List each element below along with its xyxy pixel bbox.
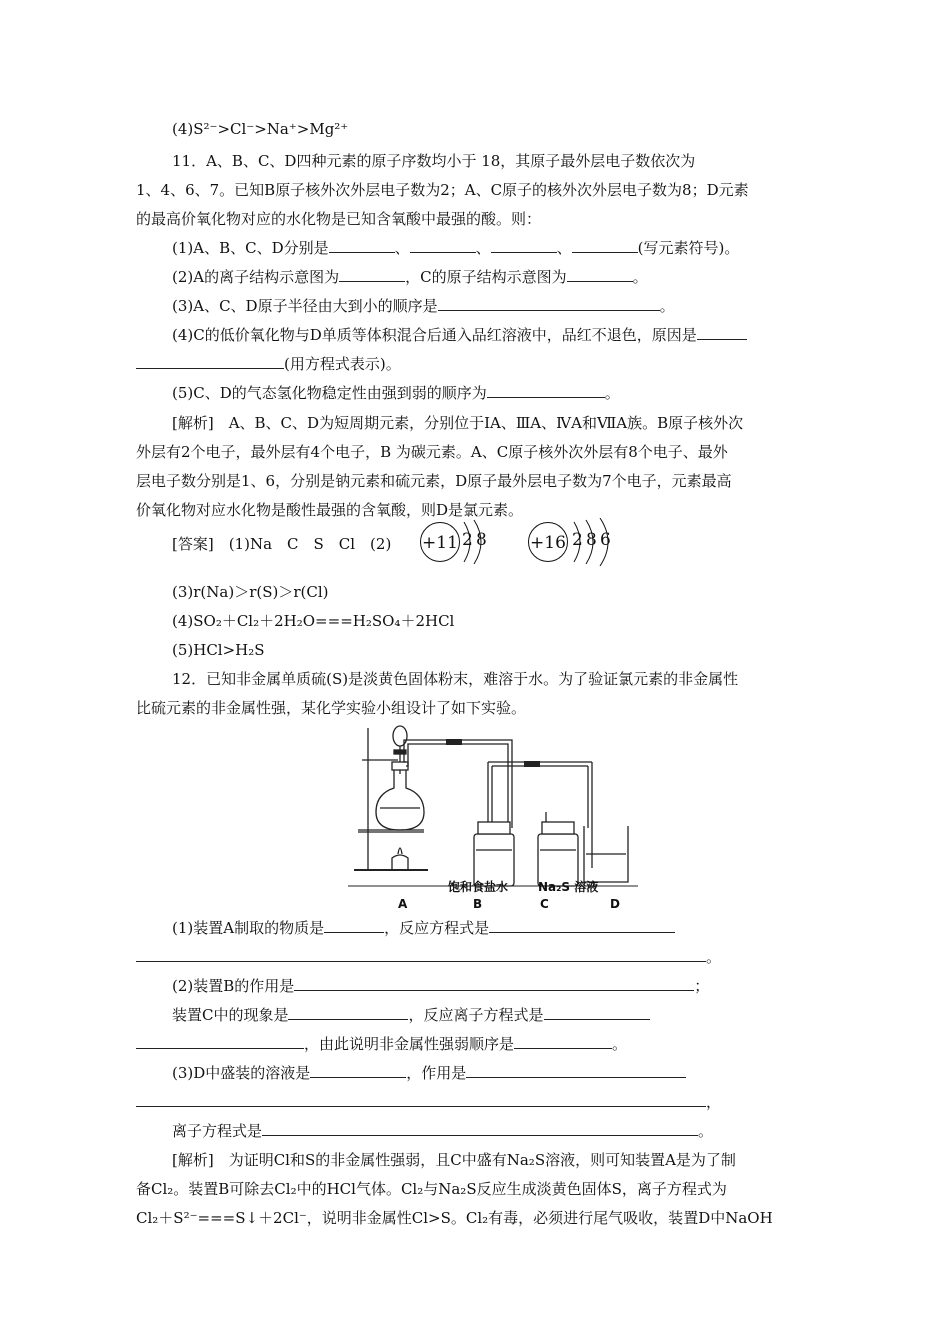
- answer-blank[interactable]: [310, 1063, 406, 1078]
- answer-blank[interactable]: [487, 383, 605, 398]
- label-b: B: [473, 897, 483, 911]
- rubber-tube-2: [524, 761, 540, 767]
- comma: ，: [706, 1093, 722, 1111]
- q11-part4-suffix: (用方程式表示)。: [284, 355, 401, 373]
- q12-part2-text3: ，由此说明非金属性强弱顺序是: [304, 1035, 515, 1053]
- q12-part1: [172, 918, 675, 938]
- q12-part3-cont: [136, 1092, 721, 1112]
- answer-blank[interactable]: [262, 1121, 698, 1136]
- q12-part2-c: [172, 1005, 650, 1025]
- q12-stem-line2: 比硫元素的非金属性强，某化学实验小组设计了如下实验。: [136, 699, 527, 717]
- q11-analysis-line1: [解析] A、B、C、D为短周期元素，分别位于ⅠA、ⅢA、ⅣA和ⅦA族。B原子核外次: [172, 414, 744, 432]
- q11-part4-text: (4)C的低价氧化物与D单质等体积混合后通入品红溶液中，品红不退色，原因是: [172, 326, 697, 344]
- answer-blank[interactable]: [572, 238, 638, 253]
- q11-part2: [172, 267, 648, 287]
- label-saturated-brine: 饱和食盐水: [448, 880, 509, 894]
- answer-blank[interactable]: [136, 1034, 304, 1049]
- q11-analysis-line3: 层电子数分别是1、6，分别是钠元素和硫元素，D原子最外层电子数为7个电子，元素最高: [136, 472, 732, 490]
- answer-blank[interactable]: [544, 1005, 650, 1020]
- s-atom-structure-diagram: [528, 518, 638, 570]
- q11-answer-4: (4)SO₂＋Cl₂＋2H₂O===H₂SO₄＋2HCl: [172, 612, 455, 630]
- answer-blank[interactable]: [324, 918, 384, 933]
- q11-part5: [172, 383, 620, 403]
- q11-part4-cont: [136, 354, 401, 374]
- label-a: A: [398, 897, 408, 911]
- q11-part1-text: (1)A、B、C、D分别是: [172, 239, 329, 257]
- q12-part1-cont: [136, 947, 721, 967]
- period: 。: [612, 1035, 628, 1053]
- label-na2s-solution: Na₂S 溶液: [538, 880, 599, 894]
- label-c: C: [540, 897, 549, 911]
- answer-blank[interactable]: [329, 238, 395, 253]
- answer-blank[interactable]: [136, 1092, 706, 1107]
- period: 。: [706, 948, 722, 966]
- q12-part3: [172, 1063, 686, 1083]
- period: 。: [604, 384, 620, 402]
- q12-part1-text: (1)装置A制取的物质是: [172, 919, 325, 937]
- q12-part3-ion-text: 离子方程式是: [172, 1122, 263, 1140]
- q12-stem-line1: 12．已知非金属单质硫(S)是淡黄色固体粉末，难溶于水。为了验证氯元素的非金属性: [172, 670, 739, 688]
- q12-part2: [172, 976, 709, 996]
- q11-part5-text: (5)C、D的气态氢化物稳定性由强到弱的顺序为: [172, 384, 487, 402]
- q12-part3-ion: [172, 1121, 713, 1141]
- answer-blank[interactable]: [697, 325, 747, 340]
- rubber-tube-1: [446, 739, 462, 745]
- separator: 、: [394, 239, 410, 257]
- alcohol-lamp: [392, 855, 408, 870]
- q11-analysis-line4: 价氧化物对应水化物是酸性最强的含氧酸，则D是氯元素。: [136, 501, 524, 519]
- s-shell-1: 2: [572, 530, 583, 550]
- q12-analysis-line1: [解析] 为证明Cl和S的非金属性强弱，且C中盛有Na₂S溶液，则可知装置A是为了制: [172, 1151, 736, 1169]
- s-shell-3: 6: [600, 530, 611, 550]
- q11-answer-5: (5)HCl>H₂S: [172, 641, 265, 659]
- q11-answer-3: (3)r(Na)＞r(S)＞r(Cl): [172, 583, 329, 601]
- q12-part2-c-text: 装置C中的现象是: [172, 1006, 289, 1024]
- q12-part3-text: (3)D中盛装的溶液是: [172, 1064, 311, 1082]
- answer-blank[interactable]: [438, 296, 660, 311]
- answer-blank[interactable]: [294, 976, 694, 991]
- answer-blank[interactable]: [489, 918, 675, 933]
- semicolon: ；: [694, 977, 710, 995]
- period: 。: [632, 268, 648, 286]
- na-ion-structure-diagram: [420, 518, 510, 570]
- separatory-funnel: [393, 726, 407, 746]
- answer-blank[interactable]: [410, 238, 476, 253]
- na-shell-1: 2: [462, 530, 473, 550]
- q12-part2-cont: [136, 1034, 627, 1054]
- q10-answer-4: (4)S²⁻>Cl⁻>Na⁺>Mg²⁺: [172, 120, 349, 138]
- separator: 、: [475, 239, 491, 257]
- answer-blank[interactable]: [514, 1034, 612, 1049]
- s-shell-arcs: [528, 518, 638, 570]
- q11-analysis-line2: 外层有2个电子，最外层有4个电子，B 为碳元素。A、C原子核外次外层有8个电子、最外: [136, 443, 728, 461]
- q12-part2-text: (2)装置B的作用是: [172, 977, 295, 995]
- q11-part3: [172, 296, 675, 316]
- q11-part2-text: (2)A的离子结构示意图为: [172, 268, 340, 286]
- q12-part3-text2: ，作用是: [406, 1064, 467, 1082]
- answer-blank[interactable]: [136, 354, 284, 369]
- q11-stem-line3: 的最高价氧化物对应的水化物是已知含氧酸中最强的酸。则：: [136, 210, 542, 228]
- answer-blank[interactable]: [466, 1063, 686, 1078]
- q11-part1: [172, 238, 739, 258]
- q12-part1-text2: ，反应方程式是: [384, 919, 490, 937]
- answer-blank[interactable]: [491, 238, 557, 253]
- q12-analysis-line2: 备Cl₂。装置B可除去Cl₂中的HCl气体。Cl₂与Na₂S反应生成淡黄色固体S，离子方程式为: [136, 1180, 727, 1198]
- na-nucleus: +11: [420, 522, 460, 562]
- answer-blank[interactable]: [567, 267, 633, 282]
- label-d: D: [610, 897, 620, 911]
- s-shell-2: 8: [586, 530, 597, 550]
- q11-part2-text2: ，C的原子结构示意图为: [405, 268, 567, 286]
- q11-part4: [172, 325, 747, 345]
- period: 。: [659, 297, 675, 315]
- q12-part2-c-text2: ，反应离子方程式是: [408, 1006, 544, 1024]
- answer-blank[interactable]: [288, 1005, 408, 1020]
- q11-part1-suffix: (写元素符号)。: [637, 239, 740, 257]
- q12-analysis-line3: Cl₂＋S²⁻===S↓＋2Cl⁻，说明非金属性Cl>S。Cl₂有毒，必须进行尾气吸收，装置D中NaOH: [136, 1209, 773, 1227]
- q11-stem-line2: 1、4、6、7。已知B原子核外次外层电子数为2；A、C原子的核外次外层电子数为8；D元素: [136, 181, 749, 199]
- separator: 、: [556, 239, 572, 257]
- q11-stem-line1: 11．A、B、C、D四种元素的原子序数均小于 18，其原子最外层电子数依次为: [172, 152, 696, 170]
- s-nucleus: +16: [528, 522, 568, 562]
- period: 。: [698, 1122, 714, 1140]
- q11-answer-label: [答案] (1)Na C S Cl (2): [172, 535, 392, 553]
- delivery-tube-ab: [406, 744, 508, 828]
- round-bottom-flask: [376, 770, 424, 830]
- na-shell-2: 8: [476, 530, 487, 550]
- q11-part3-text: (3)A、C、D原子半径由大到小的顺序是: [172, 297, 438, 315]
- answer-blank[interactable]: [136, 947, 706, 962]
- answer-blank[interactable]: [339, 267, 405, 282]
